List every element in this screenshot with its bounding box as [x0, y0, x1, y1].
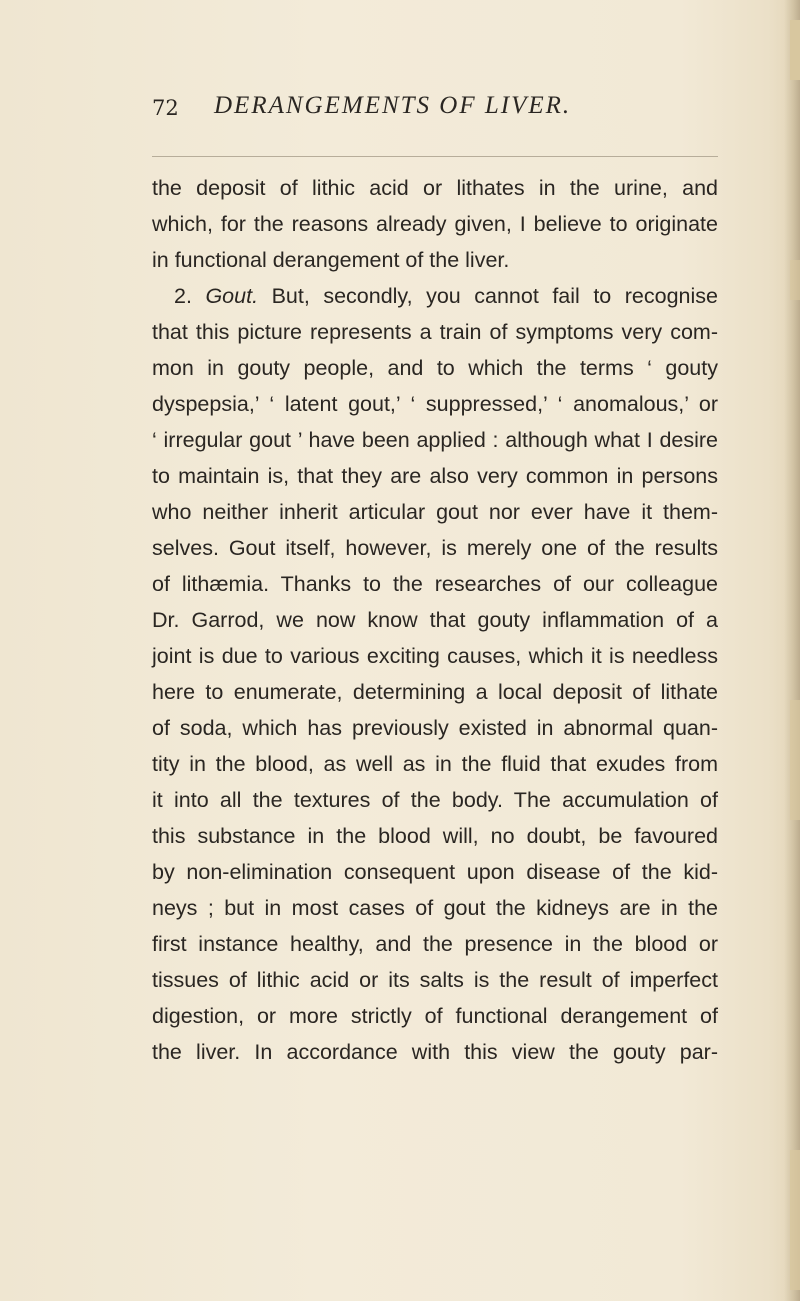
- page-edge-mark: [790, 260, 800, 300]
- text-line: this substance in the blood will, no doubt, be favoured: [152, 824, 718, 848]
- text-line: which, for the reasons already given, I believe to originate: [152, 212, 718, 236]
- text-line: by non-elimination consequent upon disease of the kid-: [152, 860, 718, 884]
- text-line: it into all the textures of the body. The accumulation of: [152, 788, 718, 812]
- text-line: the deposit of lithic acid or lithates in the urine, and: [152, 176, 718, 200]
- text-line: 2. Gout. But, secondly, you cannot fail to recognise: [174, 284, 718, 308]
- page-edge-mark: [790, 20, 800, 80]
- text-line: of lithæmia. Thanks to the researches of our colleague: [152, 572, 718, 596]
- text-line: tissues of lithic acid or its salts is the result of imperfect: [152, 968, 718, 992]
- running-title: DERANGEMENTS OF LIVER.: [214, 92, 572, 119]
- header-rule: [152, 156, 718, 157]
- text-line: tity in the blood, as well as in the fluid that exudes from: [152, 752, 718, 776]
- text-line: joint is due to various exciting causes, which it is needless: [152, 644, 718, 668]
- page-number: 72: [152, 96, 179, 120]
- text-line: who neither inherit articular gout nor ever have it them-: [152, 500, 718, 524]
- page-edge-mark: [790, 700, 800, 820]
- text-line: to maintain is, that they are also very common in persons: [152, 464, 718, 488]
- body-text: [152, 170, 718, 1070]
- text-line: of soda, which has previously existed in abnormal quan-: [152, 716, 718, 740]
- section-label: Gout.: [205, 284, 259, 308]
- text-line: first instance healthy, and the presence in the blood or: [152, 932, 718, 956]
- text-line: digestion, or more strictly of functional derangement of: [152, 1004, 718, 1028]
- text-line: mon in gouty people, and to which the terms ‘ gouty: [152, 356, 718, 380]
- text-line: the liver. In accordance with this view the gouty par-: [152, 1040, 718, 1064]
- text-line: here to enumerate, determining a local deposit of lithate: [152, 680, 718, 704]
- text-line: Dr. Garrod, we now know that gouty inflammation of a: [152, 608, 718, 632]
- page-edge-mark: [790, 1150, 800, 1290]
- text-line: ‘ irregular gout ’ have been applied : although what I desire: [152, 428, 718, 452]
- text-line: that this picture represents a train of symptoms very com-: [152, 320, 718, 344]
- text-line: dyspepsia,’ ‘ latent gout,’ ‘ suppressed,’ ‘ anomalous,’ or: [152, 392, 718, 416]
- page-edge-shadow: [784, 0, 800, 1301]
- page-header: [152, 92, 732, 132]
- text-line: selves. Gout itself, however, is merely one of the results: [152, 536, 718, 560]
- text-line: in functional derangement of the liver.: [152, 248, 510, 272]
- text-line: neys ; but in most cases of gout the kidneys are in the: [152, 896, 718, 920]
